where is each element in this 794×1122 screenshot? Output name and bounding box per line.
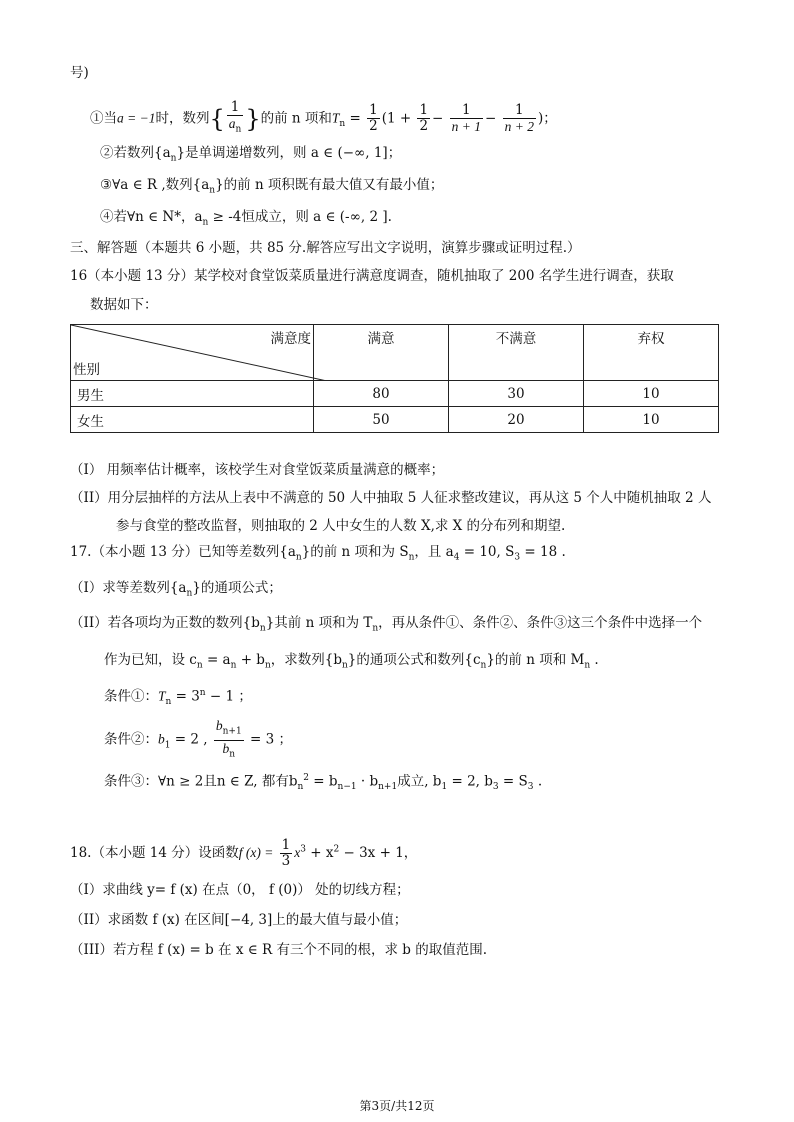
q16-part2-cont: 参与食堂的整改监督，则抽取的 2 人中女生的人数 X,求 X 的分布列和期望. xyxy=(116,518,566,534)
statement-4: ④若∀n ∈ N*，$a_n \ge -4$恒成立，则 a ∈ (-∞, 2 ]. xyxy=(100,209,392,228)
q16-stem-cont: 数据如下： xyxy=(90,297,158,313)
q16-stem: 16（本小题 13 分）某学校对食堂饭菜质量进行满意度调查，随机抽取了 200 名学生进行调查，获取 xyxy=(70,268,674,284)
table-row xyxy=(71,381,719,407)
statement-2: ②若数列$\{a_n\}$是单调递增数列，则 a ∈ (−∞, 1]； xyxy=(100,145,402,164)
q18-part3: （III）若方程 f (x) = b 在 x ∈ R 有三个不同的根，求 b 的取值范围. xyxy=(70,942,488,958)
statement-1: ①当a = −1时，数列{ $\frac{1}{a_n}$ }的前 n 项和$T_n$ = $\frac{1}{2}$ (1 + $\frac{1}{2}$ − $\frac{1}{n + 1}$ − $\frac{1}{n + 2}$ )； xyxy=(90,99,557,135)
table-row xyxy=(71,407,719,433)
survey-table xyxy=(70,324,719,433)
corner-bottom-label: 性别 xyxy=(73,362,100,378)
q17-condition-3: 条件③：∀n ≥ 2且n ∈ Z, 都有$b_n^2 = b_{n-1} \cdot b_{n+1}$成立, $b_1 = 2$, $b_3 = S_3$ . xyxy=(104,773,543,793)
row-label: 男生 xyxy=(71,381,314,407)
statement-3: ③∀a ∈ R ,数列$\{a_n\}$的前 n 项积既有最大值又有最小值； xyxy=(100,177,444,196)
q16-part1: （I） 用频率估计概率，该校学生对食堂饭菜质量满意的概率； xyxy=(70,462,445,478)
cell: 30 xyxy=(449,381,584,407)
q17-part2-cont: 作为已知，设 $c_n = a_n + b_n$，求数列$\{b_n\}$的通项公式和数列$\{c_n\}$的前 n 项和 $M_n$ . xyxy=(104,652,599,671)
q16-part2: （II）用分层抽样的方法从上表中不满意的 50 人中抽取 5 人征求整改建议，再从这 5 个人中随机抽取 2 人 xyxy=(70,490,712,506)
page-number: 第3页/共12页 xyxy=(359,1099,435,1113)
corner-top-label: 满意度 xyxy=(270,331,311,347)
cell: 10 xyxy=(584,407,719,433)
q18-part1: （I）求曲线 y= f (x) 在点（0， f (0)） 处的切线方程； xyxy=(70,882,410,898)
cell: 20 xyxy=(449,407,584,433)
cell: 80 xyxy=(314,381,449,407)
q17-condition-1: 条件①：$T_n = 3^n - 1$ ； xyxy=(104,688,252,708)
header-satisfied: 满意 xyxy=(314,325,449,381)
cell: 10 xyxy=(584,381,719,407)
q17-part1: （I）求等差数列$\{a_n\}$的通项公式； xyxy=(70,580,282,599)
q17-part2: （II）若各项均为正数的数列$\{b_n\}$其前 n 项和为 $T_n$，再从条件①、条件②、条件③这三个条件中选择一个 xyxy=(70,615,703,634)
section-heading: 三、解答题（本题共 6 小题，共 85 分.解答应写出文字说明，演算步骤或证明过程.） xyxy=(70,240,581,256)
q18-part2: （II）求函数 f (x) 在区间[−4, 3]上的最大值与最小值； xyxy=(70,912,408,928)
q17-condition-2: 条件②：$b_1 = 2$ , $\frac{b_{n+1}}{b_n}$ = 3 ； xyxy=(104,718,292,760)
q17-stem: 17.（本小题 13 分）已知等差数列$\{a_n\}$的前 n 项和为 $S_n$，且 $a_4 = 10$, $S_3 = 18$ . xyxy=(70,544,566,563)
continued-text: 号) xyxy=(70,65,89,81)
corner-cell xyxy=(71,325,314,381)
cell: 50 xyxy=(314,407,449,433)
header-dissatisfied: 不满意 xyxy=(449,325,584,381)
row-label: 女生 xyxy=(71,407,314,433)
header-abstain: 弃权 xyxy=(584,325,719,381)
q18-stem: 18.（本小题 14 分）设函数f (x) = $\frac{1}{3}$ $x^3 + x^2 - 3x + 1$， xyxy=(70,837,418,869)
